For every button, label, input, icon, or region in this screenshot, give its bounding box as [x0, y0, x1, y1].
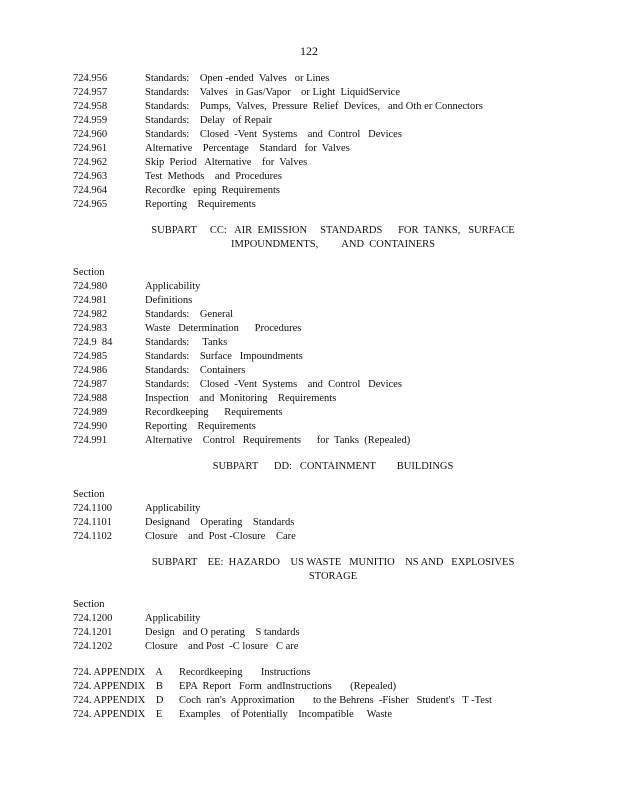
section-number: 724.1100 — [73, 503, 112, 514]
appendix-title: Coch ran's Approximation to the Behrens -Fisher Student's T -Test — [179, 695, 492, 706]
toc-row — [73, 406, 553, 420]
section-number: 724.982 — [73, 309, 108, 320]
toc-row — [73, 420, 553, 434]
section-title: Applicability — [145, 281, 201, 292]
appendix-title: Recordkeeping Instructions — [179, 667, 311, 678]
section-title: Standards: Closed -Vent Systems and Control Devices — [145, 379, 402, 390]
toc-row — [73, 170, 553, 184]
appendix-row — [73, 680, 553, 694]
section-title: Alternative Control Requirements for Tanks (Repealed) — [145, 435, 411, 446]
section-title: Standards: Tanks — [145, 337, 228, 348]
section-title: Designand Operating Standards — [145, 517, 295, 528]
section-list-subpart-bb — [73, 72, 553, 212]
section-number: 724.983 — [73, 323, 108, 334]
section-list-subpart-ee — [73, 612, 553, 654]
section-number: 724.961 — [73, 143, 108, 154]
toc-row — [73, 280, 553, 294]
section-title: Standards: Open -ended Valves or Lines — [145, 73, 330, 84]
section-list-subpart-cc — [73, 280, 553, 448]
section-title: Standards: Pumps, Valves, Pressure Relief Devices, and Oth er Connectors — [145, 101, 483, 112]
section-number: 724.1200 — [73, 613, 113, 624]
toc-row — [73, 72, 553, 86]
toc-row — [73, 100, 553, 114]
toc-row — [73, 156, 553, 170]
section-number: 724.986 — [73, 365, 108, 376]
section-number: 724.962 — [73, 157, 108, 168]
page-number: 122 — [300, 44, 318, 58]
section-number: 724.988 — [73, 393, 108, 404]
section-number: 724.990 — [73, 421, 108, 432]
section-number: 724.1202 — [73, 641, 113, 652]
section-number: 724.956 — [73, 73, 108, 84]
section-title: Skip Period Alternative for Valves — [145, 157, 308, 168]
toc-row — [73, 128, 553, 142]
toc-row — [73, 142, 553, 156]
section-list-subpart-dd — [73, 502, 553, 544]
section-title: Inspection and Monitoring Requirements — [145, 393, 337, 404]
section-number: 724.965 — [73, 199, 108, 210]
toc-row — [73, 364, 553, 378]
subpart-heading-dd: SUBPART DD: CONTAINMENT BUILDINGS — [212, 461, 454, 472]
section-number: 724.1201 — [73, 627, 113, 638]
section-title: Closure and Post -C losure C are — [145, 641, 299, 652]
section-label: Section — [73, 599, 105, 610]
section-number: 724.9 84 — [73, 337, 113, 348]
section-title: Closure and Post -Closure Care — [145, 531, 296, 542]
toc-row — [73, 502, 553, 516]
toc-row — [73, 378, 553, 392]
section-number: 724.1102 — [73, 531, 112, 542]
toc-row — [73, 612, 553, 626]
toc-row — [73, 434, 553, 448]
section-title: Standards: Valves in Gas/Vapor or Light LiquidService — [145, 87, 400, 98]
section-number: 724.985 — [73, 351, 108, 362]
appendix-number: 724. APPENDIX A — [73, 667, 163, 678]
toc-row — [73, 184, 553, 198]
section-title: Design and O perating S tandards — [145, 627, 300, 638]
section-title: Applicability — [145, 613, 201, 624]
toc-row — [73, 114, 553, 128]
toc-row — [73, 350, 553, 364]
toc-row — [73, 640, 553, 654]
subpart-heading-ee: SUBPART EE: HAZARDO US WASTE MUNITIO NS AND EXPLOSIVES STORAGE — [151, 557, 515, 582]
toc-row — [73, 516, 553, 530]
section-label: Section — [73, 489, 105, 500]
section-title: Reporting Requirements — [145, 199, 256, 210]
toc-row — [73, 294, 553, 308]
section-title: Standards: Containers — [145, 365, 246, 376]
appendix-title: Examples of Potentially Incompatible Waste — [179, 709, 392, 720]
section-number: 724.981 — [73, 295, 108, 306]
appendix-title: EPA Report Form andInstructions (Repealed) — [179, 681, 397, 692]
toc-row — [73, 322, 553, 336]
section-number: 724.991 — [73, 435, 108, 446]
section-title: Standards: Surface Impoundments — [145, 351, 303, 362]
section-number: 724.963 — [73, 171, 108, 182]
section-title: Waste Determination Procedures — [145, 323, 302, 334]
toc-row — [73, 530, 553, 544]
appendix-row — [73, 708, 553, 722]
section-title: Recordkeeping Requirements — [145, 407, 283, 418]
section-number: 724.989 — [73, 407, 108, 418]
subpart-heading-cc: SUBPART CC: AIR EMISSION STANDARDS FOR TANKS, SURFACE IMPOUNDMENTS, AND CONTAINERS — [151, 225, 515, 250]
appendix-row — [73, 694, 553, 708]
section-title: Recordke eping Requirements — [145, 185, 281, 196]
section-number: 724.957 — [73, 87, 108, 98]
toc-row — [73, 86, 553, 100]
section-label: Section — [73, 267, 105, 278]
section-number: 724.1101 — [73, 517, 112, 528]
section-title: Test Methods and Procedures — [145, 171, 282, 182]
toc-row — [73, 198, 553, 212]
section-title: Definitions — [145, 295, 193, 306]
appendix-list — [73, 666, 553, 722]
spacer — [73, 654, 553, 666]
section-number: 724.987 — [73, 379, 108, 390]
toc-row — [73, 336, 553, 350]
section-number: 724.960 — [73, 129, 108, 140]
section-number: 724.958 — [73, 101, 108, 112]
section-number: 724.980 — [73, 281, 108, 292]
appendix-row — [73, 666, 553, 680]
section-title: Standards: Closed -Vent Systems and Control Devices — [145, 129, 402, 140]
section-title: Standards: General — [145, 309, 234, 320]
section-title: Alternative Percentage Standard for Valves — [145, 143, 350, 154]
section-number: 724.959 — [73, 115, 108, 126]
section-title: Reporting Requirements — [145, 421, 256, 432]
appendix-number: 724. APPENDIX E — [73, 709, 163, 720]
table-of-contents — [73, 72, 553, 722]
section-number: 724.964 — [73, 185, 108, 196]
toc-row — [73, 308, 553, 322]
appendix-number: 724. APPENDIX B — [73, 681, 163, 692]
toc-row — [73, 392, 553, 406]
toc-row — [73, 626, 553, 640]
appendix-number: 724. APPENDIX D — [73, 695, 164, 706]
section-title: Standards: Delay of Repair — [145, 115, 273, 126]
section-title: Applicability — [145, 503, 201, 514]
